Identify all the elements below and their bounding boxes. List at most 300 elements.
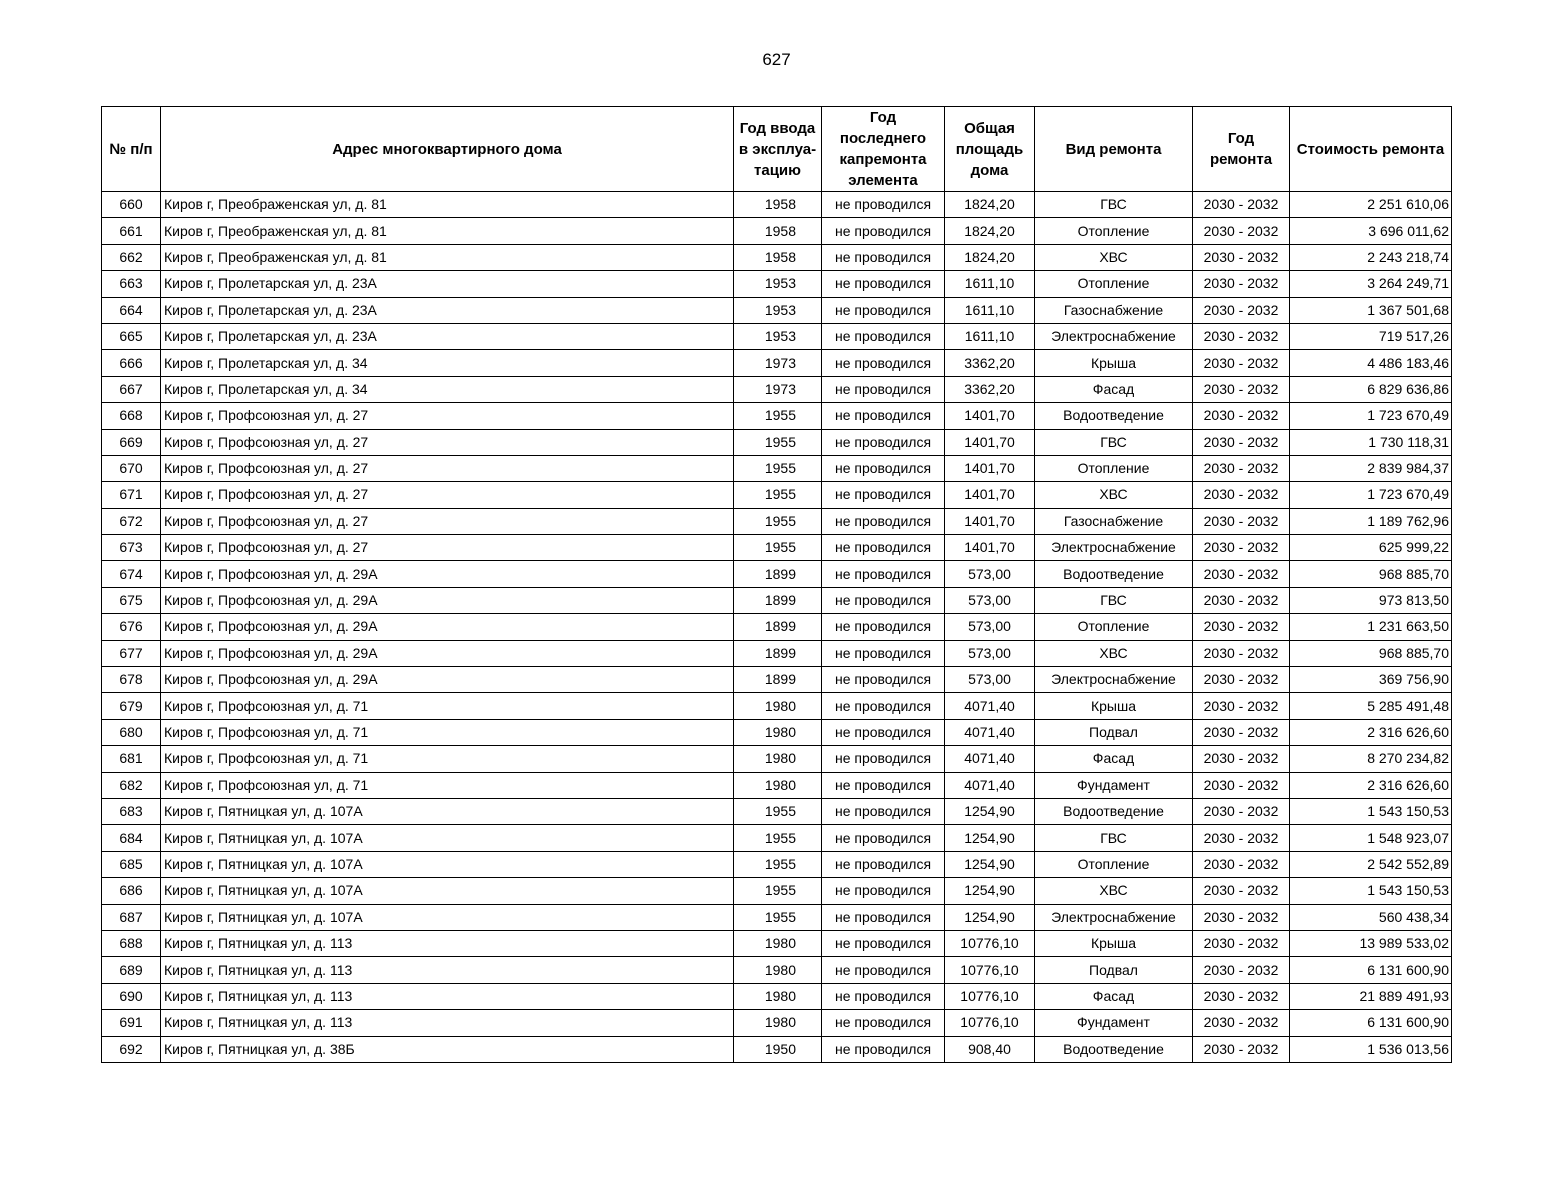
cell-cost: 1 189 762,96: [1290, 508, 1452, 534]
cell-last-repair: не проводился: [822, 1036, 945, 1062]
cell-year-built: 1953: [734, 297, 822, 323]
cell-repair-type: Электроснабжение: [1035, 904, 1193, 930]
cell-num: 663: [102, 271, 161, 297]
cell-cost: 2 316 626,60: [1290, 772, 1452, 798]
cell-area: 4071,40: [945, 772, 1035, 798]
cell-area: 1401,70: [945, 508, 1035, 534]
cell-address: Киров г, Профсоюзная ул, д. 27: [161, 482, 734, 508]
header-year-built: Год ввода в эксплуа-тацию: [734, 107, 822, 192]
cell-repair-years: 2030 - 2032: [1193, 667, 1290, 693]
cell-area: 1254,90: [945, 825, 1035, 851]
cell-repair-years: 2030 - 2032: [1193, 192, 1290, 218]
cell-num: 669: [102, 429, 161, 455]
cell-num: 678: [102, 667, 161, 693]
cell-last-repair: не проводился: [822, 957, 945, 983]
cell-last-repair: не проводился: [822, 482, 945, 508]
cell-num: 670: [102, 455, 161, 481]
cell-last-repair: не проводился: [822, 271, 945, 297]
cell-num: 673: [102, 535, 161, 561]
cell-cost: 6 131 600,90: [1290, 1010, 1452, 1036]
cell-cost: 625 999,22: [1290, 535, 1452, 561]
cell-repair-years: 2030 - 2032: [1193, 614, 1290, 640]
cell-repair-type: ХВС: [1035, 640, 1193, 666]
cell-area: 1401,70: [945, 535, 1035, 561]
cell-last-repair: не проводился: [822, 772, 945, 798]
cell-address: Киров г, Пролетарская ул, д. 34: [161, 376, 734, 402]
header-area: Общая площадь дома: [945, 107, 1035, 192]
cell-repair-years: 2030 - 2032: [1193, 455, 1290, 481]
cell-year-built: 1955: [734, 482, 822, 508]
cell-last-repair: не проводился: [822, 350, 945, 376]
cell-repair-type: ГВС: [1035, 192, 1193, 218]
cell-cost: 1 536 013,56: [1290, 1036, 1452, 1062]
cell-num: 671: [102, 482, 161, 508]
table-row: [102, 376, 1452, 402]
cell-address: Киров г, Профсоюзная ул, д. 71: [161, 772, 734, 798]
cell-address: Киров г, Пятницкая ул, д. 113: [161, 983, 734, 1009]
cell-num: 666: [102, 350, 161, 376]
cell-num: 672: [102, 508, 161, 534]
cell-address: Киров г, Профсоюзная ул, д. 27: [161, 429, 734, 455]
cell-area: 1401,70: [945, 482, 1035, 508]
repair-table: [101, 106, 1452, 1063]
cell-area: 573,00: [945, 587, 1035, 613]
cell-last-repair: не проводился: [822, 798, 945, 824]
cell-last-repair: не проводился: [822, 930, 945, 956]
cell-year-built: 1980: [734, 957, 822, 983]
cell-address: Киров г, Пятницкая ул, д. 38Б: [161, 1036, 734, 1062]
cell-repair-type: ХВС: [1035, 482, 1193, 508]
cell-address: Киров г, Преображенская ул, д. 81: [161, 218, 734, 244]
cell-repair-years: 2030 - 2032: [1193, 297, 1290, 323]
cell-repair-years: 2030 - 2032: [1193, 746, 1290, 772]
cell-address: Киров г, Пятницкая ул, д. 107А: [161, 878, 734, 904]
cell-num: 665: [102, 323, 161, 349]
cell-area: 573,00: [945, 667, 1035, 693]
cell-last-repair: не проводился: [822, 667, 945, 693]
cell-cost: 968 885,70: [1290, 561, 1452, 587]
cell-area: 1401,70: [945, 429, 1035, 455]
cell-address: Киров г, Пролетарская ул, д. 34: [161, 350, 734, 376]
cell-repair-years: 2030 - 2032: [1193, 535, 1290, 561]
cell-num: 688: [102, 930, 161, 956]
table-row: [102, 904, 1452, 930]
cell-cost: 8 270 234,82: [1290, 746, 1452, 772]
cell-cost: 1 367 501,68: [1290, 297, 1452, 323]
header-address: Адрес многоквартирного дома: [161, 107, 734, 192]
table-row: [102, 561, 1452, 587]
cell-last-repair: не проводился: [822, 508, 945, 534]
cell-address: Киров г, Профсоюзная ул, д. 29А: [161, 561, 734, 587]
cell-repair-years: 2030 - 2032: [1193, 825, 1290, 851]
cell-year-built: 1955: [734, 508, 822, 534]
table-row: [102, 667, 1452, 693]
cell-repair-type: Отопление: [1035, 851, 1193, 877]
cell-year-built: 1980: [734, 983, 822, 1009]
table-row: [102, 218, 1452, 244]
cell-address: Киров г, Пятницкая ул, д. 107А: [161, 851, 734, 877]
cell-year-built: 1899: [734, 561, 822, 587]
cell-cost: 2 243 218,74: [1290, 244, 1452, 270]
cell-repair-type: Газоснабжение: [1035, 508, 1193, 534]
table-row: [102, 403, 1452, 429]
cell-area: 10776,10: [945, 930, 1035, 956]
cell-repair-years: 2030 - 2032: [1193, 693, 1290, 719]
cell-cost: 4 486 183,46: [1290, 350, 1452, 376]
cell-repair-years: 2030 - 2032: [1193, 376, 1290, 402]
cell-repair-type: ГВС: [1035, 429, 1193, 455]
cell-cost: 2 542 552,89: [1290, 851, 1452, 877]
cell-year-built: 1955: [734, 798, 822, 824]
cell-address: Киров г, Профсоюзная ул, д. 27: [161, 508, 734, 534]
cell-cost: 5 285 491,48: [1290, 693, 1452, 719]
cell-year-built: 1955: [734, 429, 822, 455]
cell-num: 692: [102, 1036, 161, 1062]
cell-num: 661: [102, 218, 161, 244]
cell-area: 1611,10: [945, 297, 1035, 323]
cell-cost: 13 989 533,02: [1290, 930, 1452, 956]
cell-year-built: 1958: [734, 244, 822, 270]
cell-repair-years: 2030 - 2032: [1193, 640, 1290, 666]
cell-repair-years: 2030 - 2032: [1193, 904, 1290, 930]
table-row: [102, 323, 1452, 349]
table-row: [102, 693, 1452, 719]
header-cost: Стоимость ремонта: [1290, 107, 1452, 192]
table-row: [102, 350, 1452, 376]
cell-cost: 6 829 636,86: [1290, 376, 1452, 402]
cell-repair-years: 2030 - 2032: [1193, 851, 1290, 877]
cell-repair-type: Крыша: [1035, 930, 1193, 956]
cell-repair-years: 2030 - 2032: [1193, 218, 1290, 244]
cell-num: 667: [102, 376, 161, 402]
cell-year-built: 1958: [734, 192, 822, 218]
cell-last-repair: не проводился: [822, 455, 945, 481]
cell-year-built: 1955: [734, 403, 822, 429]
cell-area: 1824,20: [945, 244, 1035, 270]
cell-year-built: 1955: [734, 878, 822, 904]
table-row: [102, 640, 1452, 666]
cell-last-repair: не проводился: [822, 297, 945, 323]
cell-cost: 1 723 670,49: [1290, 403, 1452, 429]
cell-last-repair: не проводился: [822, 218, 945, 244]
cell-address: Киров г, Профсоюзная ул, д. 71: [161, 746, 734, 772]
cell-cost: 21 889 491,93: [1290, 983, 1452, 1009]
cell-cost: 968 885,70: [1290, 640, 1452, 666]
table-row: [102, 930, 1452, 956]
table-row: [102, 746, 1452, 772]
cell-repair-years: 2030 - 2032: [1193, 772, 1290, 798]
cell-area: 10776,10: [945, 957, 1035, 983]
table-row: [102, 614, 1452, 640]
header-repair-years: Год ремонта: [1193, 107, 1290, 192]
cell-repair-type: Подвал: [1035, 719, 1193, 745]
cell-repair-years: 2030 - 2032: [1193, 323, 1290, 349]
cell-cost: 1 543 150,53: [1290, 878, 1452, 904]
cell-year-built: 1955: [734, 455, 822, 481]
cell-repair-type: ХВС: [1035, 244, 1193, 270]
table-row: [102, 983, 1452, 1009]
table-row: [102, 535, 1452, 561]
cell-year-built: 1899: [734, 667, 822, 693]
cell-area: 10776,10: [945, 1010, 1035, 1036]
cell-area: 1254,90: [945, 798, 1035, 824]
table-row: [102, 1010, 1452, 1036]
cell-repair-type: Отопление: [1035, 271, 1193, 297]
cell-repair-type: Электроснабжение: [1035, 667, 1193, 693]
cell-year-built: 1980: [734, 930, 822, 956]
cell-address: Киров г, Профсоюзная ул, д. 71: [161, 719, 734, 745]
cell-repair-years: 2030 - 2032: [1193, 957, 1290, 983]
cell-address: Киров г, Профсоюзная ул, д. 29А: [161, 640, 734, 666]
cell-cost: 1 548 923,07: [1290, 825, 1452, 851]
cell-repair-type: Фасад: [1035, 983, 1193, 1009]
header-repair-type: Вид ремонта: [1035, 107, 1193, 192]
cell-num: 687: [102, 904, 161, 930]
cell-num: 664: [102, 297, 161, 323]
cell-address: Киров г, Пролетарская ул, д. 23А: [161, 323, 734, 349]
cell-address: Киров г, Пятницкая ул, д. 113: [161, 930, 734, 956]
cell-repair-type: ГВС: [1035, 587, 1193, 613]
table-row: [102, 719, 1452, 745]
cell-num: 668: [102, 403, 161, 429]
cell-repair-years: 2030 - 2032: [1193, 587, 1290, 613]
cell-repair-years: 2030 - 2032: [1193, 798, 1290, 824]
cell-repair-type: Фундамент: [1035, 772, 1193, 798]
cell-repair-years: 2030 - 2032: [1193, 350, 1290, 376]
cell-cost: 2 839 984,37: [1290, 455, 1452, 481]
header-row: [102, 107, 1452, 192]
table-row: [102, 825, 1452, 851]
cell-num: 681: [102, 746, 161, 772]
cell-repair-years: 2030 - 2032: [1193, 930, 1290, 956]
cell-address: Киров г, Пятницкая ул, д. 113: [161, 957, 734, 983]
table-row: [102, 482, 1452, 508]
cell-area: 1611,10: [945, 323, 1035, 349]
cell-num: 691: [102, 1010, 161, 1036]
cell-cost: 3 696 011,62: [1290, 218, 1452, 244]
cell-repair-years: 2030 - 2032: [1193, 482, 1290, 508]
cell-cost: 6 131 600,90: [1290, 957, 1452, 983]
cell-last-repair: не проводился: [822, 825, 945, 851]
table-row: [102, 297, 1452, 323]
cell-cost: 3 264 249,71: [1290, 271, 1452, 297]
cell-last-repair: не проводился: [822, 429, 945, 455]
cell-year-built: 1980: [734, 746, 822, 772]
cell-cost: 1 730 118,31: [1290, 429, 1452, 455]
table-row: [102, 587, 1452, 613]
cell-area: 1824,20: [945, 192, 1035, 218]
cell-num: 660: [102, 192, 161, 218]
cell-last-repair: не проводился: [822, 192, 945, 218]
cell-num: 682: [102, 772, 161, 798]
cell-num: 690: [102, 983, 161, 1009]
cell-cost: 2 316 626,60: [1290, 719, 1452, 745]
cell-address: Киров г, Профсоюзная ул, д. 27: [161, 455, 734, 481]
cell-address: Киров г, Преображенская ул, д. 81: [161, 244, 734, 270]
table-row: [102, 878, 1452, 904]
cell-repair-type: Водоотведение: [1035, 403, 1193, 429]
cell-num: 684: [102, 825, 161, 851]
cell-address: Киров г, Профсоюзная ул, д. 29А: [161, 614, 734, 640]
cell-area: 1254,90: [945, 878, 1035, 904]
table-row: [102, 1036, 1452, 1062]
cell-last-repair: не проводился: [822, 403, 945, 429]
cell-last-repair: не проводился: [822, 904, 945, 930]
header-last-repair: Год последнего капремонта элемента: [822, 107, 945, 192]
cell-last-repair: не проводился: [822, 746, 945, 772]
cell-area: 1254,90: [945, 851, 1035, 877]
cell-num: 686: [102, 878, 161, 904]
cell-num: 676: [102, 614, 161, 640]
cell-last-repair: не проводился: [822, 983, 945, 1009]
cell-repair-type: Фасад: [1035, 376, 1193, 402]
cell-repair-years: 2030 - 2032: [1193, 271, 1290, 297]
cell-repair-type: ГВС: [1035, 825, 1193, 851]
cell-area: 4071,40: [945, 693, 1035, 719]
cell-repair-years: 2030 - 2032: [1193, 244, 1290, 270]
table-row: [102, 772, 1452, 798]
cell-num: 683: [102, 798, 161, 824]
cell-year-built: 1955: [734, 825, 822, 851]
cell-repair-years: 2030 - 2032: [1193, 403, 1290, 429]
cell-repair-years: 2030 - 2032: [1193, 983, 1290, 1009]
cell-last-repair: не проводился: [822, 640, 945, 666]
table-row: [102, 957, 1452, 983]
cell-area: 908,40: [945, 1036, 1035, 1062]
cell-address: Киров г, Пятницкая ул, д. 107А: [161, 825, 734, 851]
cell-repair-type: Отопление: [1035, 455, 1193, 481]
cell-last-repair: не проводился: [822, 693, 945, 719]
cell-address: Киров г, Профсоюзная ул, д. 29А: [161, 587, 734, 613]
cell-address: Киров г, Пятницкая ул, д. 107А: [161, 904, 734, 930]
cell-repair-type: Газоснабжение: [1035, 297, 1193, 323]
table-row: [102, 798, 1452, 824]
cell-cost: 719 517,26: [1290, 323, 1452, 349]
cell-repair-type: Электроснабжение: [1035, 323, 1193, 349]
cell-last-repair: не проводился: [822, 561, 945, 587]
cell-cost: 1 723 670,49: [1290, 482, 1452, 508]
table-body: [102, 192, 1452, 1063]
cell-last-repair: не проводился: [822, 535, 945, 561]
cell-num: 662: [102, 244, 161, 270]
cell-repair-type: Крыша: [1035, 350, 1193, 376]
cell-cost: 973 813,50: [1290, 587, 1452, 613]
cell-num: 675: [102, 587, 161, 613]
cell-address: Киров г, Пролетарская ул, д. 23А: [161, 271, 734, 297]
table-row: [102, 851, 1452, 877]
cell-area: 3362,20: [945, 350, 1035, 376]
cell-area: 1254,90: [945, 904, 1035, 930]
table-row: [102, 455, 1452, 481]
cell-address: Киров г, Профсоюзная ул, д. 27: [161, 535, 734, 561]
cell-year-built: 1958: [734, 218, 822, 244]
cell-repair-years: 2030 - 2032: [1193, 508, 1290, 534]
cell-num: 674: [102, 561, 161, 587]
cell-address: Киров г, Пятницкая ул, д. 113: [161, 1010, 734, 1036]
cell-repair-years: 2030 - 2032: [1193, 1036, 1290, 1062]
cell-num: 689: [102, 957, 161, 983]
table-row: [102, 429, 1452, 455]
cell-last-repair: не проводился: [822, 614, 945, 640]
cell-last-repair: не проводился: [822, 244, 945, 270]
cell-repair-years: 2030 - 2032: [1193, 719, 1290, 745]
cell-repair-type: Электроснабжение: [1035, 535, 1193, 561]
cell-address: Киров г, Преображенская ул, д. 81: [161, 192, 734, 218]
cell-last-repair: не проводился: [822, 1010, 945, 1036]
cell-area: 4071,40: [945, 746, 1035, 772]
cell-area: 573,00: [945, 640, 1035, 666]
cell-area: 1401,70: [945, 455, 1035, 481]
cell-area: 3362,20: [945, 376, 1035, 402]
cell-year-built: 1980: [734, 772, 822, 798]
cell-area: 573,00: [945, 561, 1035, 587]
cell-last-repair: не проводился: [822, 323, 945, 349]
cell-repair-type: Фасад: [1035, 746, 1193, 772]
cell-repair-type: Фундамент: [1035, 1010, 1193, 1036]
cell-address: Киров г, Профсоюзная ул, д. 29А: [161, 667, 734, 693]
cell-repair-years: 2030 - 2032: [1193, 878, 1290, 904]
cell-cost: 560 438,34: [1290, 904, 1452, 930]
cell-cost: 1 231 663,50: [1290, 614, 1452, 640]
cell-repair-type: Водоотведение: [1035, 561, 1193, 587]
cell-address: Киров г, Пятницкая ул, д. 107А: [161, 798, 734, 824]
cell-repair-type: Водоотведение: [1035, 798, 1193, 824]
cell-repair-type: Крыша: [1035, 693, 1193, 719]
cell-year-built: 1899: [734, 640, 822, 666]
cell-area: 573,00: [945, 614, 1035, 640]
cell-repair-type: Отопление: [1035, 218, 1193, 244]
cell-area: 1611,10: [945, 271, 1035, 297]
cell-repair-years: 2030 - 2032: [1193, 561, 1290, 587]
cell-area: 10776,10: [945, 983, 1035, 1009]
cell-last-repair: не проводился: [822, 719, 945, 745]
table-row: [102, 271, 1452, 297]
header-num: № п/п: [102, 107, 161, 192]
cell-address: Киров г, Профсоюзная ул, д. 71: [161, 693, 734, 719]
cell-last-repair: не проводился: [822, 587, 945, 613]
cell-year-built: 1980: [734, 719, 822, 745]
cell-cost: 1 543 150,53: [1290, 798, 1452, 824]
table-row: [102, 192, 1452, 218]
cell-num: 677: [102, 640, 161, 666]
cell-num: 680: [102, 719, 161, 745]
cell-repair-years: 2030 - 2032: [1193, 1010, 1290, 1036]
cell-last-repair: не проводился: [822, 376, 945, 402]
cell-year-built: 1953: [734, 323, 822, 349]
cell-year-built: 1950: [734, 1036, 822, 1062]
cell-year-built: 1980: [734, 693, 822, 719]
cell-year-built: 1899: [734, 614, 822, 640]
cell-repair-type: ХВС: [1035, 878, 1193, 904]
cell-year-built: 1899: [734, 587, 822, 613]
cell-repair-type: Подвал: [1035, 957, 1193, 983]
cell-year-built: 1955: [734, 904, 822, 930]
cell-year-built: 1955: [734, 851, 822, 877]
cell-address: Киров г, Профсоюзная ул, д. 27: [161, 403, 734, 429]
table-row: [102, 508, 1452, 534]
cell-num: 679: [102, 693, 161, 719]
cell-address: Киров г, Пролетарская ул, д. 23А: [161, 297, 734, 323]
cell-num: 685: [102, 851, 161, 877]
cell-repair-type: Отопление: [1035, 614, 1193, 640]
cell-year-built: 1953: [734, 271, 822, 297]
table-row: [102, 244, 1452, 270]
cell-year-built: 1980: [734, 1010, 822, 1036]
cell-cost: 2 251 610,06: [1290, 192, 1452, 218]
cell-year-built: 1973: [734, 350, 822, 376]
cell-area: 1824,20: [945, 218, 1035, 244]
cell-year-built: 1955: [734, 535, 822, 561]
